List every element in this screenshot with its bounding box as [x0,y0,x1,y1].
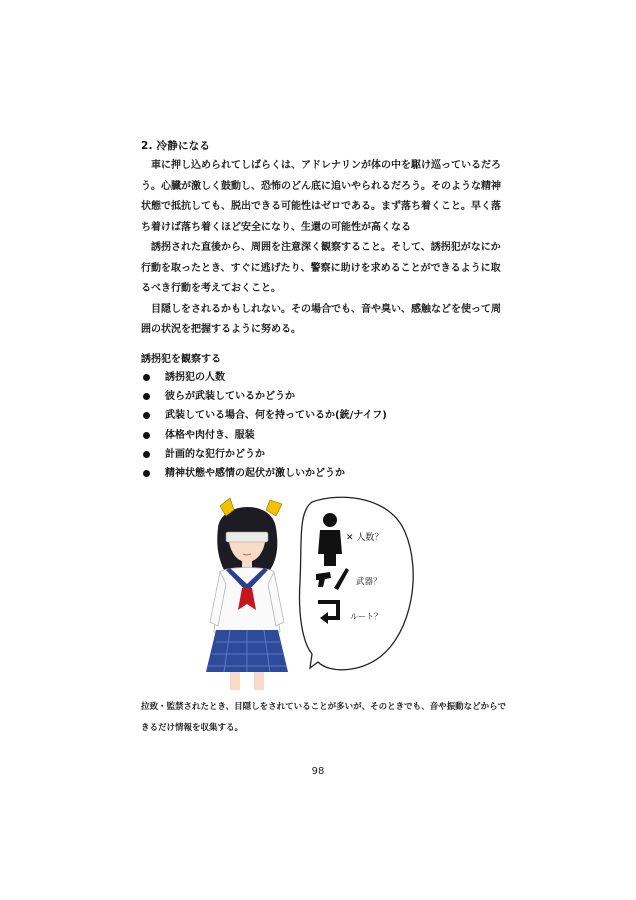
paragraph-2: 誘拐された直後から、周囲を注意深く観察すること。そして、誘拐犯がなにか行動を取ったとき、すぐに逃げたり、警察に助けを求めることができるように取るべき行動を考えておくこと。 [141,242,501,294]
blindfolded-girl-illustration [200,492,420,692]
weapon-label: 武器？ [356,577,382,587]
schoolgirl-figure [206,498,288,690]
paragraph-1: 車に押し込められてしばらくは、アドレナリンが体の中を駆け巡っているだろう。心臓が激しく鼓動し、恐怖のどん底に追いやられるだろう。そのような精神状態で抵抗しても、脱出できる可能性はゼロである。まず落ち着くこと。早く落ち着けば落ち着くほど安全になり、生還の可能性が高くなる [141,160,501,233]
route-label: ルート？ [350,612,382,621]
section-heading: 2. 冷静になる [141,140,211,152]
observe-list-title: 誘拐犯を観察する [141,354,221,365]
figure-caption: 拉致・監禁されたとき、目隠しをされていることが多いが、そのときでも、音や振動などからできるだけ情報を収集する。 [141,702,507,733]
page-number: 98 [311,766,325,777]
list-item: 計画的な犯行かどうか [141,445,501,464]
list-item: 彼らが武装しているかどうか [141,387,501,406]
list-item: 誘拐犯の人数 [141,368,501,387]
list-item: 体格や肉付き、服装 [141,426,501,445]
list-item: 精神状態や感情の起伏が激しいかどうか [141,464,501,483]
body-text [141,156,507,341]
paragraph-3: 目隠しをされるかもしれない。その場合でも、音や臭い、感触などを使って周囲の状況を把握するように努める。 [141,303,501,335]
count-label: ✕ 人数？ [346,533,384,543]
observe-list [141,368,501,483]
list-item: 武装している場合、何を持っているか(銃/ナイフ) [141,406,501,425]
